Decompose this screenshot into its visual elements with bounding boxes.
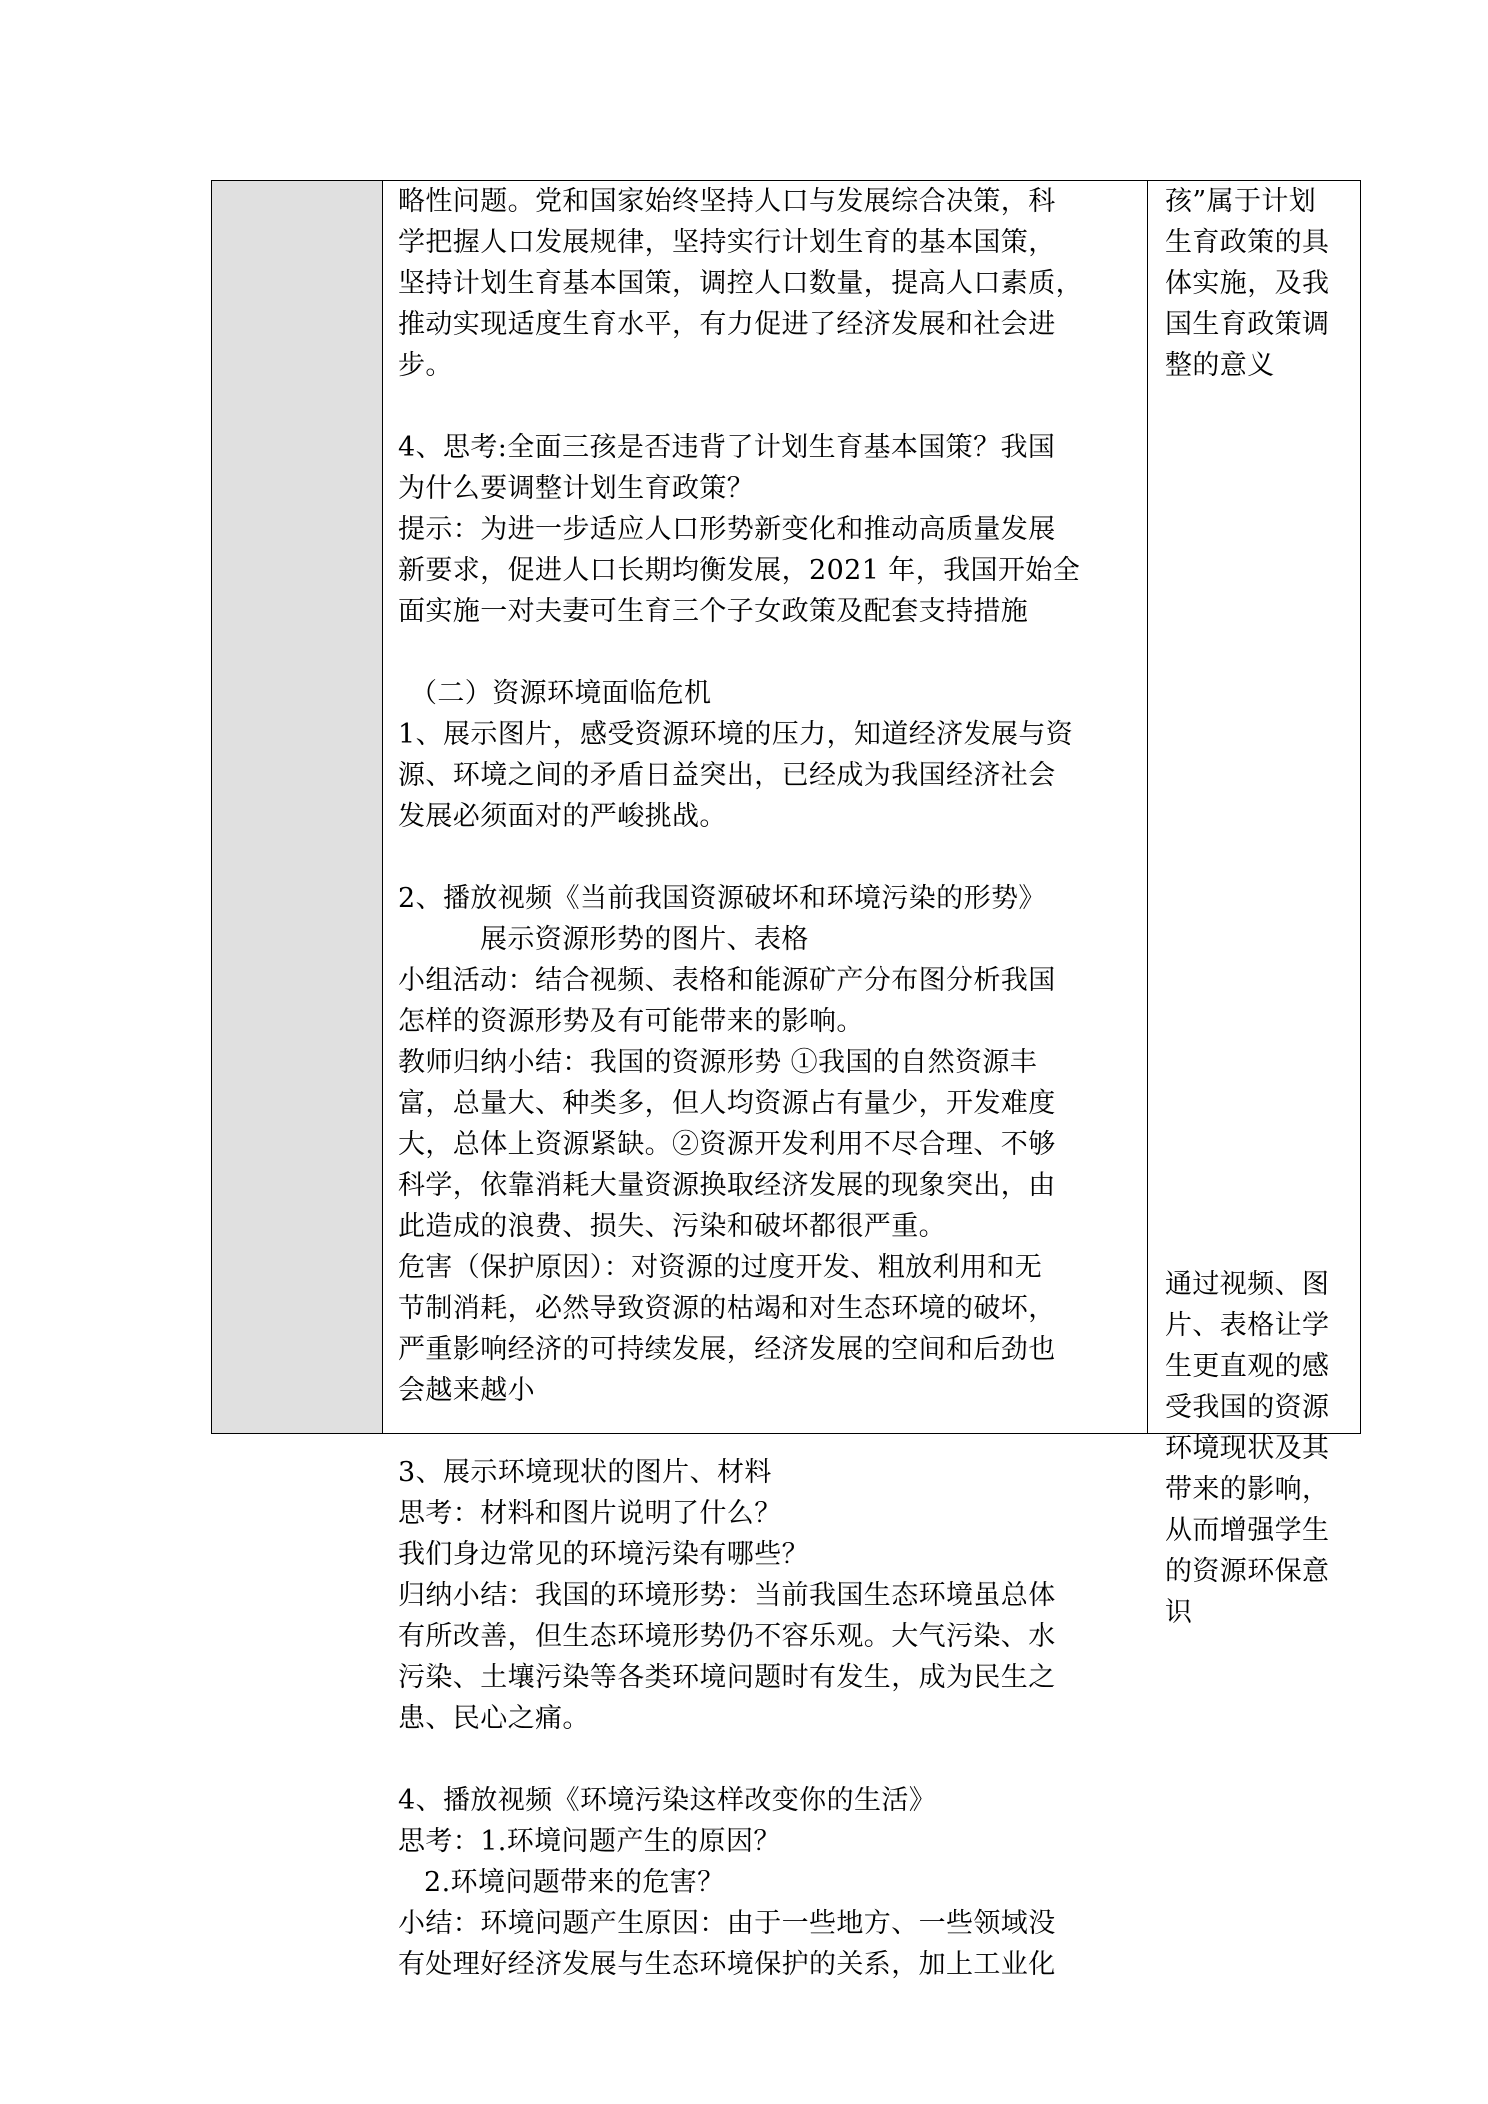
text-line: 生更直观的感 <box>1165 1351 1330 1382</box>
text-line: 严重影响经济的可持续发展，经济发展的空间和后劲也 <box>398 1334 1056 1365</box>
lesson-plan-table <box>211 180 1361 1980</box>
text-line: 小组活动：结合视频、表格和能源矿产分布图分析我国 <box>398 965 1056 996</box>
design-intent-bottom-text <box>1165 1264 1352 1633</box>
text-line: 环境现状及其 <box>1165 1433 1330 1464</box>
text-line: 小结：环境问题产生原因：由于一些地方、一些领域没 <box>398 1908 1056 1939</box>
blank-line <box>398 386 1133 427</box>
text-line: 怎样的资源形势及有可能带来的影响。 <box>398 1006 864 1037</box>
text-line: 科学，依靠消耗大量资源换取经济发展的现象突出，由 <box>398 1170 1056 1201</box>
text-line: 坚持计划生育基本国策，调控人口数量，提高人口素质， <box>398 268 1083 299</box>
text-line: 新要求，促进人口长期均衡发展，2021 年，我国开始全 <box>398 555 1081 586</box>
text-line: 生育政策的具 <box>1165 227 1330 258</box>
text-line: 步。 <box>398 350 453 381</box>
teaching-process-cell <box>383 181 1148 1980</box>
text-line: 富，总量大、种类多，但人均资源占有量少，开发难度 <box>398 1088 1056 1119</box>
text-line: 我们身边常见的环境污染有哪些？ <box>398 1539 809 1570</box>
text-line: 为什么要调整计划生育政策？ <box>398 473 755 504</box>
text-line: 发展必须面对的严峻挑战。 <box>398 801 727 832</box>
text-line: 孩”属于计划 <box>1165 186 1317 217</box>
design-intent-cell <box>1148 181 1360 1628</box>
text-line: 体实施，及我 <box>1165 268 1330 299</box>
text-line: 片、表格让学 <box>1165 1310 1330 1341</box>
blank-line <box>398 1739 1133 1780</box>
blank-line <box>398 632 1133 673</box>
design-intent-top-text <box>1165 181 1352 386</box>
text-line: 2.环境问题带来的危害？ <box>424 1867 725 1898</box>
left-column-cell <box>212 181 383 1433</box>
text-line: 从而增强学生 <box>1165 1515 1330 1546</box>
text-line: 2、播放视频《当前我国资源破坏和环境污染的形势》 <box>398 883 1046 914</box>
text-line: 面实施一对夫妻可生育三个子女政策及配套支持措施 <box>398 596 1029 627</box>
text-line: 会越来越小 <box>398 1375 535 1406</box>
text-line: 带来的影响， <box>1165 1474 1330 1505</box>
teaching-process-text <box>398 181 1133 1985</box>
text-line: 危害（保护原因）：对资源的过度开发、粗放利用和无 <box>398 1252 1043 1283</box>
text-line: 展示资源形势的图片、表格 <box>480 924 809 955</box>
text-line: 国生育政策调 <box>1165 309 1330 340</box>
text-line: 归纳小结：我国的环境形势：当前我国生态环境虽总体 <box>398 1580 1056 1611</box>
text-line: 整的意义 <box>1165 350 1275 381</box>
text-line: 通过视频、图 <box>1165 1269 1330 1300</box>
blank-line <box>398 837 1133 878</box>
text-line: 大，总体上资源紧缺。②资源开发利用不尽合理、不够 <box>398 1129 1056 1160</box>
text-line: 的资源环保意 <box>1165 1556 1330 1587</box>
text-line: 思考：1.环境问题产生的原因？ <box>398 1826 781 1857</box>
text-line: 此造成的浪费、损失、污染和破坏都很严重。 <box>398 1211 946 1242</box>
text-line: 节制消耗，必然导致资源的枯竭和对生态环境的破坏， <box>398 1293 1056 1324</box>
text-line: 有处理好经济发展与生态环境保护的关系，加上工业化 <box>398 1949 1056 1980</box>
text-line: 有所改善，但生态环境形势仍不容乐观。大气污染、水 <box>398 1621 1056 1652</box>
text-line: 4、思考:全面三孩是否违背了计划生育基本国策？我国 <box>398 432 1056 463</box>
text-line: 3、展示环境现状的图片、材料 <box>398 1457 772 1488</box>
text-line: 污染、土壤污染等各类环境问题时有发生，成为民生之 <box>398 1662 1056 1693</box>
text-line: 提示：为进一步适应人口形势新变化和推动高质量发展 <box>398 514 1056 545</box>
text-line: 患、民心之痛。 <box>398 1703 590 1734</box>
text-line: 推动实现适度生育水平，有力促进了经济发展和社会进 <box>398 309 1056 340</box>
text-line: 学把握人口发展规律，坚持实行计划生育的基本国策， <box>398 227 1056 258</box>
text-line: （二）资源环境面临危机 <box>410 678 712 709</box>
text-line: 1、展示图片，感受资源环境的压力，知道经济发展与资 <box>398 719 1074 750</box>
text-line: 4、播放视频《环境污染这样改变你的生活》 <box>398 1785 937 1816</box>
text-line: 识 <box>1165 1597 1193 1628</box>
blank-line <box>398 1411 1133 1452</box>
text-line: 略性问题。党和国家始终坚持人口与发展综合决策，科 <box>398 186 1056 217</box>
text-line: 教师归纳小结：我国的资源形势 ①我国的自然资源丰 <box>398 1047 1038 1078</box>
text-line: 源、环境之间的矛盾日益突出，已经成为我国经济社会 <box>398 760 1056 791</box>
text-line: 思考：材料和图片说明了什么？ <box>398 1498 782 1529</box>
text-line: 受我国的资源 <box>1165 1392 1330 1423</box>
